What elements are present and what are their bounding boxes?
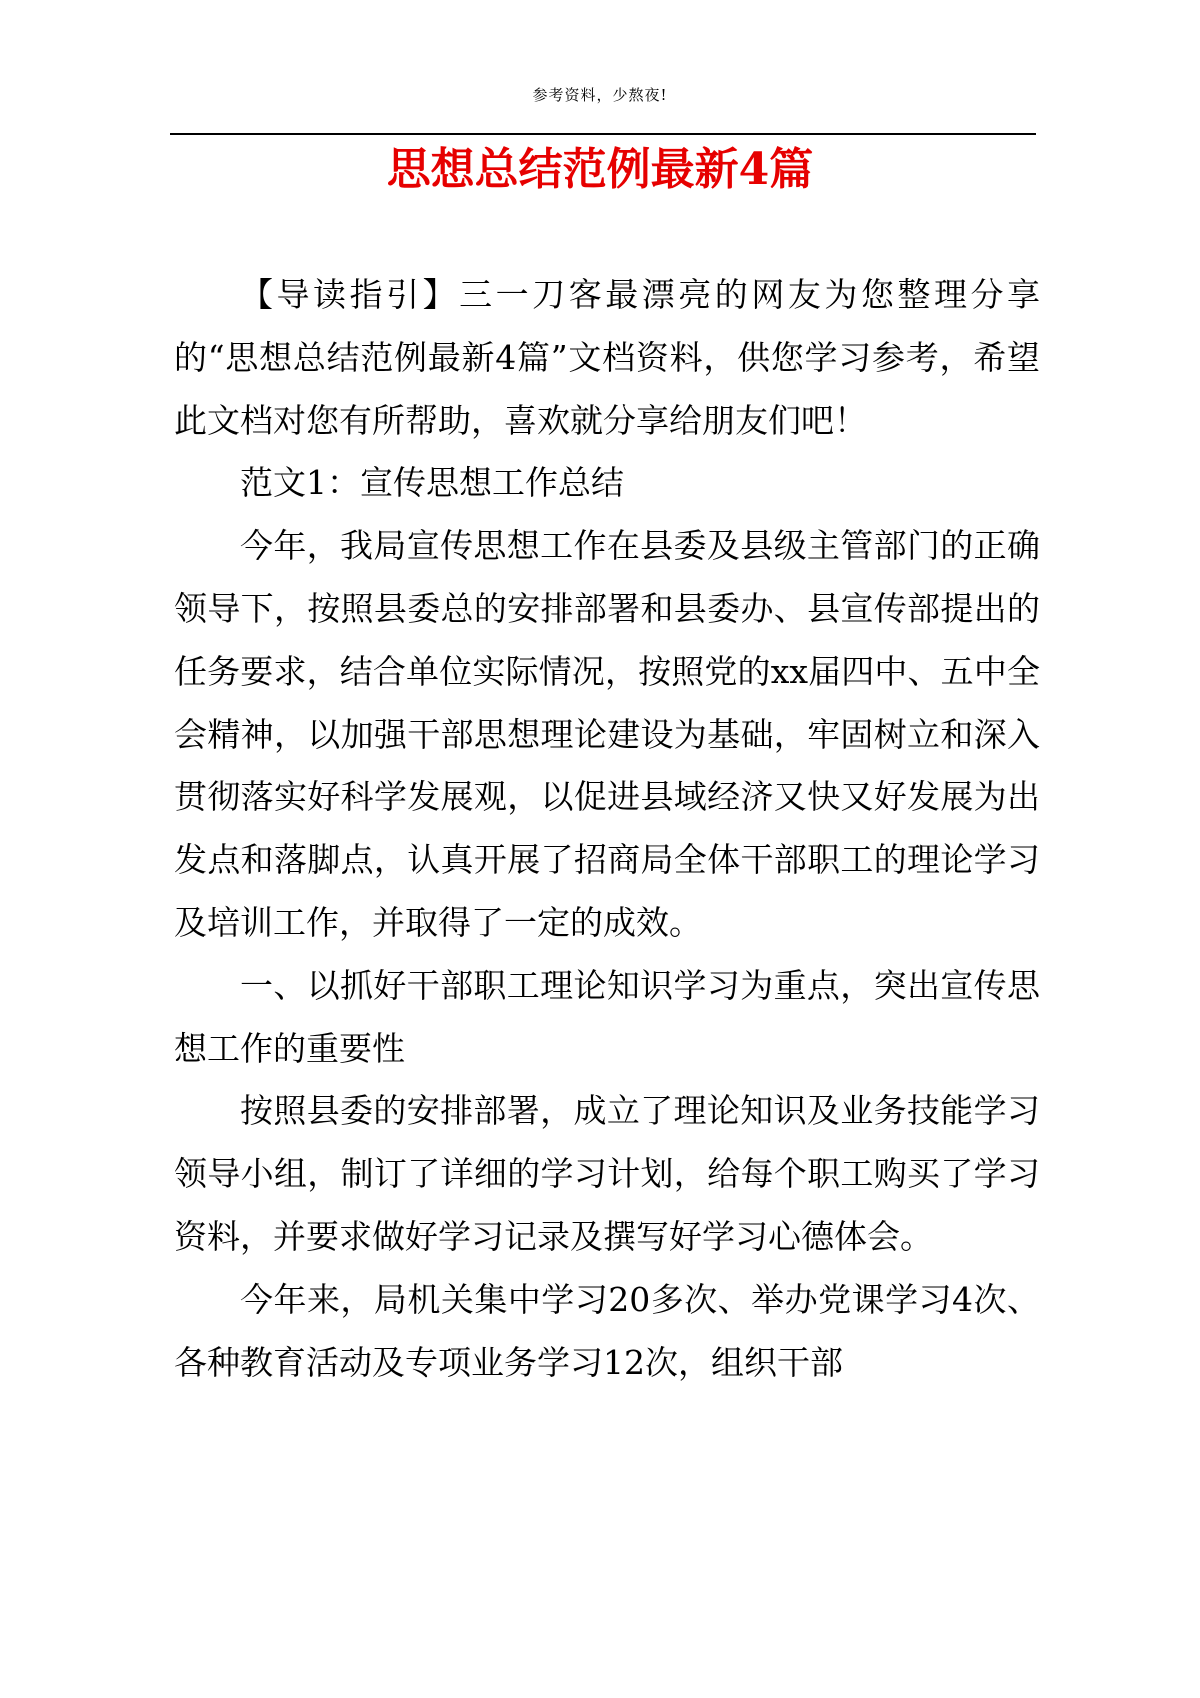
body-paragraph: 按照县委的安排部署，成立了理论知识及业务技能学习领导小组，制订了详细的学习计划，给每个职工购买了学习资料，并要求做好学习记录及撰写好学习心德体会。 [174,1091,1040,1256]
section-heading: 范文1：宣传思想工作总结 [240,463,624,503]
subsection-heading: 一、以抓好干部职工理论知识学习为重点，突出宣传思想工作的重要性 [174,965,1040,1068]
document-title: 思想总结范例最新4篇 [386,144,814,195]
body-paragraph: 今年来，局机关集中学习20多次、举办党课学习4次、各种教育活动及专项业务学习12次，组织干部 [174,1279,1040,1382]
intro-paragraph: 【导读指引】三一刀客最漂亮的网友为您整理分享的“思想总结范例最新4篇”文档资料，供您学习参考，希望此文档对您有所帮助，喜欢就分享给朋友们吧！ [174,275,1040,440]
header-note: 参考资料，少熬夜! [532,86,668,104]
document-body [174,264,1040,1394]
body-paragraph: 今年，我局宣传思想工作在县委及县级主管部门的正确领导下，按照县委总的安排部署和县委办、县宣传部提出的任务要求，结合单位实际情况，按照党的xx届四中、五中全会精神，以加强干部思想理论建设为基础，牢固树立和深入贯彻落实好科学发展观，以促进县域经济又快又好发展为出发点和落脚点，认真开展了招商局全体干部职工的理论学习及培训工作，并取得了一定的成效。 [174,526,1040,942]
header-divider [170,133,1036,135]
